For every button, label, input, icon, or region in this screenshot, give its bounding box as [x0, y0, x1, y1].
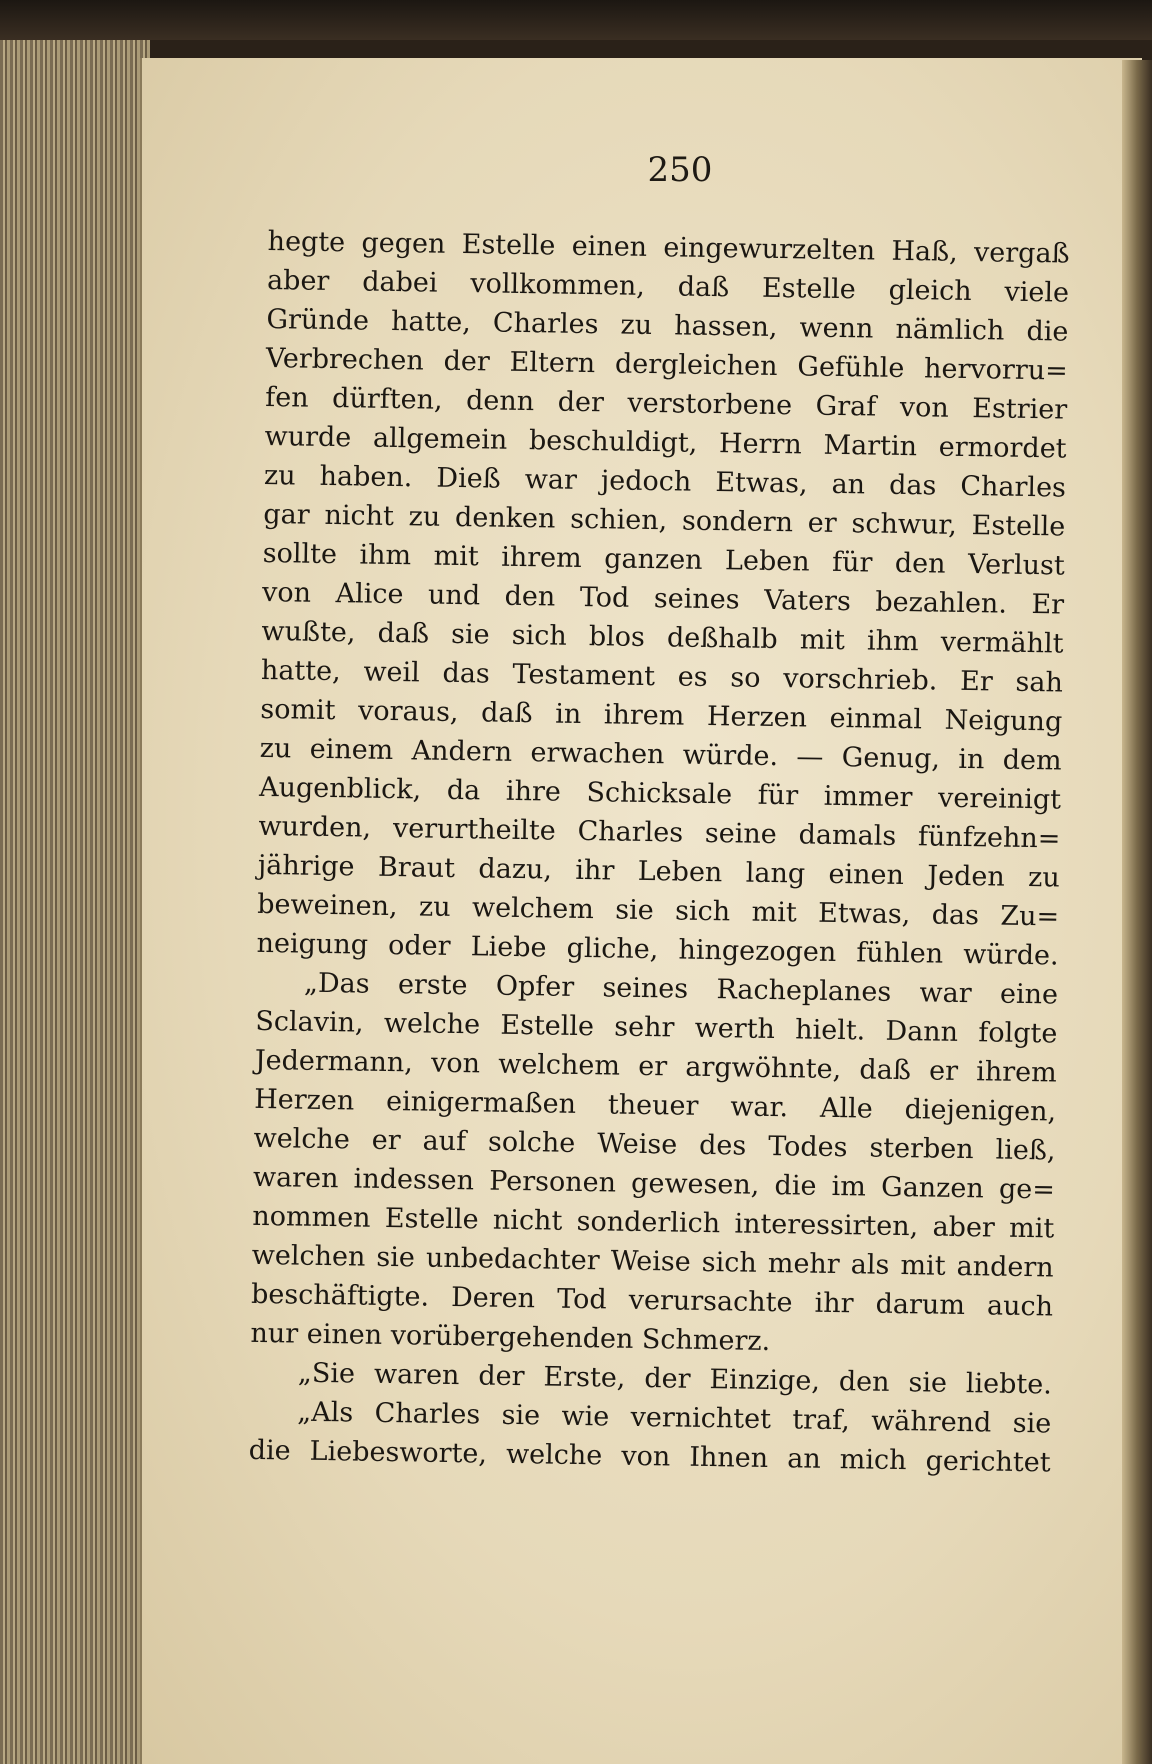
- text-line: die Liebesworte, welche von Ihnen an mich gerichtet: [248, 1434, 1051, 1479]
- text-line: wurde allgemein beschuldigt, Herrn Martin ermordet: [264, 420, 1067, 465]
- text-line: aber dabei vollkommen, daß Estelle gleich viele: [266, 264, 1070, 309]
- text-line: welche er auf solche Weise des Todes sterben ließ,: [253, 1122, 1056, 1167]
- text-line: „Das erste Opfer seines Racheplanes war eine: [303, 967, 1059, 1011]
- text-line: beschäftigte. Deren Tod verursachte ihr darum auch: [250, 1278, 1054, 1323]
- text-line: Augenblick, da ihre Schicksale für immer vereinigt: [258, 771, 1062, 816]
- text-line: zu einem Andern erwachen würde. — Genug, in dem: [259, 732, 1062, 777]
- text-line: welchen sie unbedachter Weise sich mehr als mit andern: [251, 1239, 1054, 1284]
- text-line: „Sie waren der Erste, der Einzige, den sie liebte.: [297, 1357, 1053, 1401]
- text-line: Sclavin, welche Estelle sehr werth hielt. Dann folgte: [255, 1005, 1058, 1050]
- text-line: Herzen einigermaßen theuer war. Alle diejenigen,: [253, 1083, 1057, 1128]
- text-line: neigung oder Liebe gliche, hingezogen fühlen würde.: [256, 927, 1059, 972]
- text-line: „Als Charles sie wie vernichtet traf, während sie: [297, 1396, 1052, 1440]
- text-line: von Alice und den Tod seines Vaters bezahlen. Er: [261, 576, 1065, 621]
- text-line: beweinen, zu welchem sie sich mit Etwas, das Zu=: [257, 888, 1060, 933]
- text-line: wußte, daß sie sich blos deßhalb mit ihm vermählt: [261, 615, 1064, 660]
- text-line: nommen Estelle nicht sonderlich interessirten, aber mit: [252, 1200, 1055, 1245]
- text-line: zu haben. Dieß war jedoch Etwas, an das Charles: [263, 459, 1067, 504]
- text-line: waren indessen Personen gewesen, die im Ganzen ge=: [252, 1161, 1056, 1206]
- text-line: fen dürften, denn der verstorbene Graf von Estrier: [264, 381, 1068, 426]
- text-line: somit voraus, daß in ihrem Herzen einmal Neigung: [260, 693, 1063, 738]
- text-line: Verbrechen der Eltern dergleichen Gefühle hervorru=: [265, 342, 1069, 387]
- text-line: nur einen vorübergehenden Schmerz.: [250, 1317, 771, 1358]
- book-top-edge: [0, 0, 1152, 40]
- book-right-edge: [1122, 60, 1152, 1764]
- text-line: Jedermann, von welchem er argwöhnte, daß er ihrem: [254, 1044, 1057, 1089]
- text-line: sollte ihm mit ihrem ganzen Leben für den Verlust: [262, 537, 1065, 582]
- text-line: Gründe hatte, Charles zu hassen, wenn nämlich die: [266, 303, 1069, 348]
- text-line: jährige Braut dazu, ihr Leben lang einen Jeden zu: [257, 849, 1061, 894]
- text-line: wurden, verurtheilte Charles seine damals fünfzehn=: [258, 810, 1061, 855]
- text-line: hegte gegen Estelle einen eingewurzelten Haß, vergaß: [267, 225, 1070, 270]
- body-text: [248, 222, 1070, 1482]
- text-line: hatte, weil das Testament es so vorschrieb. Er sah: [260, 654, 1064, 699]
- book-page-edges: [0, 40, 150, 1764]
- text-line: gar nicht zu denken schien, sondern er schwur, Estelle: [263, 498, 1066, 543]
- page-number: 250: [647, 150, 713, 190]
